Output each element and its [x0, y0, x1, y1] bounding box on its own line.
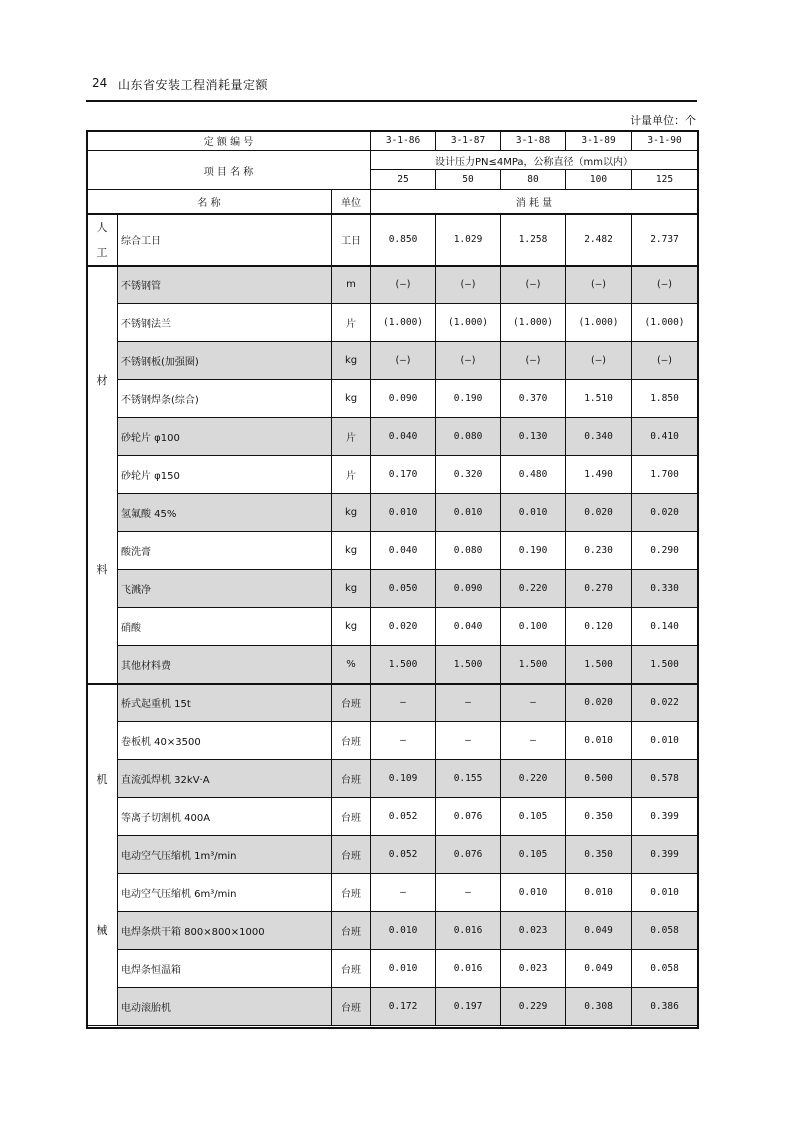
- code-cell: 3-1-88: [501, 131, 566, 151]
- resource-name: 砂轮片 φ100: [118, 418, 332, 456]
- table-row: [87, 722, 698, 760]
- consumption-value: 0.370: [501, 380, 566, 418]
- consumption-value: 0.010: [632, 874, 698, 912]
- consumption-value: 0.010: [371, 912, 436, 950]
- resource-name: 飞溅净: [118, 570, 332, 608]
- resource-unit: kg: [332, 380, 371, 418]
- unit-note: 计量单位：个: [630, 114, 696, 127]
- consumption-value: 1.490: [566, 456, 632, 494]
- consumption-value: 1.510: [566, 380, 632, 418]
- consumption-value: 0.020: [371, 608, 436, 646]
- diameter-cell: 125: [632, 170, 698, 190]
- category-label: 人 工: [87, 214, 118, 266]
- consumption-value: 0.010: [371, 494, 436, 532]
- table-row: [87, 570, 698, 608]
- consumption-value: 0.500: [566, 760, 632, 798]
- consumption-value: 0.010: [566, 874, 632, 912]
- consumption-value: 0.578: [632, 760, 698, 798]
- resource-name: 卷板机 40×3500: [118, 722, 332, 760]
- consumption-value: 0.120: [566, 608, 632, 646]
- resource-name: 电动滚胎机: [118, 988, 332, 1026]
- consumption-value: 0.010: [436, 494, 501, 532]
- resource-unit: 台班: [332, 912, 371, 950]
- code-cell: 3-1-86: [371, 131, 436, 151]
- consumption-value: 0.080: [436, 418, 501, 456]
- consumption-value: 0.020: [566, 494, 632, 532]
- consumption-value: 0.410: [632, 418, 698, 456]
- table-row: [87, 456, 698, 494]
- consumption-value: 0.040: [371, 418, 436, 456]
- consumption-value: 0.290: [632, 532, 698, 570]
- resource-name: 综合工日: [118, 214, 332, 266]
- name-column-header: 名 称: [87, 190, 332, 214]
- code-cell: 3-1-90: [632, 131, 698, 151]
- resource-unit: m: [332, 266, 371, 304]
- table-row: [87, 836, 698, 874]
- unit-column-header: 单位: [332, 190, 371, 214]
- consumption-value: 0.140: [632, 608, 698, 646]
- resource-unit: 台班: [332, 950, 371, 988]
- resource-unit: kg: [332, 494, 371, 532]
- resource-name: 酸洗膏: [118, 532, 332, 570]
- resource-name: 其他材料费: [118, 646, 332, 684]
- resource-unit: kg: [332, 342, 371, 380]
- consumption-value: 0.076: [436, 798, 501, 836]
- resource-unit: 片: [332, 304, 371, 342]
- quota-table: [86, 130, 698, 1026]
- consumption-value: —: [436, 722, 501, 760]
- category-label: 材 料: [87, 266, 118, 684]
- consumption-value: 1.500: [371, 646, 436, 684]
- consumption-value: 1.850: [632, 380, 698, 418]
- resource-name: 电焊条恒温箱: [118, 950, 332, 988]
- resource-name: 直流弧焊机 32kV·A: [118, 760, 332, 798]
- consumption-value: (—): [371, 342, 436, 380]
- resource-unit: kg: [332, 570, 371, 608]
- consumption-value: (—): [501, 266, 566, 304]
- consumption-value: 0.270: [566, 570, 632, 608]
- consumption-value: 0.023: [501, 912, 566, 950]
- table-row: [87, 380, 698, 418]
- consumption-value: 0.350: [566, 836, 632, 874]
- table-row: [87, 684, 698, 722]
- consumption-value: 1.500: [632, 646, 698, 684]
- consumption-value: 0.049: [566, 950, 632, 988]
- resource-unit: %: [332, 646, 371, 684]
- resource-unit: 台班: [332, 988, 371, 1026]
- resource-name: 不锈钢管: [118, 266, 332, 304]
- resource-name: 砂轮片 φ150: [118, 456, 332, 494]
- consumption-value: —: [436, 874, 501, 912]
- consumption-value: 0.350: [566, 798, 632, 836]
- consumption-value: (1.000): [436, 304, 501, 342]
- consumption-value: —: [436, 684, 501, 722]
- table-row: [87, 342, 698, 380]
- consumption-value: 0.190: [436, 380, 501, 418]
- consumption-value: 0.230: [566, 532, 632, 570]
- consumption-value: 0.010: [632, 722, 698, 760]
- code-label: 定 额 编 号: [87, 131, 371, 151]
- consumption-value: (—): [632, 266, 698, 304]
- consumption-value: 1.029: [436, 214, 501, 266]
- resource-name: 等离子切割机 400A: [118, 798, 332, 836]
- consumption-value: 0.386: [632, 988, 698, 1026]
- consumption-value: 0.020: [566, 684, 632, 722]
- consumption-value: 2.482: [566, 214, 632, 266]
- table-row: [87, 988, 698, 1026]
- category-label: 机 械: [87, 684, 118, 1026]
- table-row: [87, 418, 698, 456]
- resource-name: 桥式起重机 15t: [118, 684, 332, 722]
- table-row: [87, 266, 698, 304]
- consumption-value: (—): [566, 266, 632, 304]
- consumption-value: 0.130: [501, 418, 566, 456]
- header-rule: [86, 100, 697, 102]
- consumption-value: 0.010: [501, 494, 566, 532]
- consumption-value: (—): [501, 342, 566, 380]
- book-title: 山东省安装工程消耗量定额: [118, 78, 269, 92]
- consumption-value: 1.500: [436, 646, 501, 684]
- consumption-value: 0.022: [632, 684, 698, 722]
- condition-label: 设计压力PN≤4MPa，公称直径（mm以内）: [371, 151, 698, 170]
- resource-unit: 片: [332, 418, 371, 456]
- table-row: [87, 646, 698, 684]
- consumption-value: 0.080: [436, 532, 501, 570]
- table-row: [87, 874, 698, 912]
- resource-name: 不锈钢板(加强圈): [118, 342, 332, 380]
- consumption-value: —: [501, 684, 566, 722]
- resource-unit: 台班: [332, 836, 371, 874]
- diameter-cell: 25: [371, 170, 436, 190]
- resource-name: 电动空气压缩机 6m³/min: [118, 874, 332, 912]
- consumption-value: 0.220: [501, 570, 566, 608]
- consumption-value: 0.050: [371, 570, 436, 608]
- page-number: 24: [92, 76, 108, 90]
- consumption-value: (1.000): [632, 304, 698, 342]
- diameter-cell: 80: [501, 170, 566, 190]
- consumption-value: 0.010: [566, 722, 632, 760]
- item-name-label: 项 目 名 称: [87, 151, 371, 190]
- consumption-value: 1.500: [566, 646, 632, 684]
- resource-unit: 台班: [332, 722, 371, 760]
- consumption-value: —: [371, 684, 436, 722]
- consumption-value: (—): [436, 266, 501, 304]
- table-row: [87, 494, 698, 532]
- consumption-value: 0.052: [371, 798, 436, 836]
- consumption-value: (1.000): [566, 304, 632, 342]
- resource-name: 硝酸: [118, 608, 332, 646]
- resource-name: 不锈钢法兰: [118, 304, 332, 342]
- consumption-value: 0.058: [632, 912, 698, 950]
- code-cell: 3-1-89: [566, 131, 632, 151]
- consumption-value: 0.016: [436, 912, 501, 950]
- consumption-value: 0.010: [501, 874, 566, 912]
- table-row: [87, 608, 698, 646]
- consumption-value: 0.308: [566, 988, 632, 1026]
- consumption-value: 0.058: [632, 950, 698, 988]
- resource-unit: 台班: [332, 684, 371, 722]
- consumption-value: 0.170: [371, 456, 436, 494]
- resource-unit: kg: [332, 608, 371, 646]
- table-row: [87, 532, 698, 570]
- consumption-value: (—): [371, 266, 436, 304]
- resource-unit: 台班: [332, 760, 371, 798]
- consumption-value: 0.052: [371, 836, 436, 874]
- table-row: [87, 214, 698, 266]
- table-row: [87, 798, 698, 836]
- consumption-value: —: [501, 722, 566, 760]
- consumption-value: 2.737: [632, 214, 698, 266]
- consumption-value: 0.020: [632, 494, 698, 532]
- consumption-value: —: [371, 722, 436, 760]
- consumption-value: 0.220: [501, 760, 566, 798]
- consumption-value: 0.197: [436, 988, 501, 1026]
- consumption-value: 0.480: [501, 456, 566, 494]
- consumption-value: 0.330: [632, 570, 698, 608]
- consumption-value: 0.076: [436, 836, 501, 874]
- resource-unit: 工日: [332, 214, 371, 266]
- resource-name: 电动空气压缩机 1m³/min: [118, 836, 332, 874]
- consumption-value: 0.340: [566, 418, 632, 456]
- consumption-value: 0.190: [501, 532, 566, 570]
- consumption-value: —: [371, 874, 436, 912]
- diameter-cell: 50: [436, 170, 501, 190]
- consumption-value: 0.850: [371, 214, 436, 266]
- consumption-value: 0.172: [371, 988, 436, 1026]
- consumption-value: 0.023: [501, 950, 566, 988]
- consumption-value: 0.155: [436, 760, 501, 798]
- resource-name: 电焊条烘干箱 800×800×1000: [118, 912, 332, 950]
- consumption-value: 0.040: [436, 608, 501, 646]
- consumption-value: 0.090: [371, 380, 436, 418]
- consumption-value: (—): [436, 342, 501, 380]
- table-row: [87, 304, 698, 342]
- resource-name: 氢氟酸 45%: [118, 494, 332, 532]
- diameter-cell: 100: [566, 170, 632, 190]
- resource-unit: 台班: [332, 798, 371, 836]
- consumption-value: 0.090: [436, 570, 501, 608]
- resource-unit: kg: [332, 532, 371, 570]
- consumption-value: 1.500: [501, 646, 566, 684]
- table-row: [87, 950, 698, 988]
- consumption-value: 0.040: [371, 532, 436, 570]
- consumption-value: 0.105: [501, 798, 566, 836]
- consumption-value: 0.399: [632, 836, 698, 874]
- consumption-value: 0.105: [501, 836, 566, 874]
- consumption-value: (1.000): [371, 304, 436, 342]
- consumption-value: 0.016: [436, 950, 501, 988]
- consumption-value: (—): [632, 342, 698, 380]
- table-row: [87, 912, 698, 950]
- consumption-value: 0.049: [566, 912, 632, 950]
- resource-unit: 台班: [332, 874, 371, 912]
- code-cell: 3-1-87: [436, 131, 501, 151]
- consumption-column-header: 消 耗 量: [371, 190, 698, 214]
- page-header: [86, 74, 697, 98]
- consumption-value: 0.229: [501, 988, 566, 1026]
- resource-name: 不锈钢焊条(综合): [118, 380, 332, 418]
- consumption-value: 0.109: [371, 760, 436, 798]
- consumption-value: 0.320: [436, 456, 501, 494]
- table-row: [87, 760, 698, 798]
- consumption-value: 1.700: [632, 456, 698, 494]
- consumption-value: 0.010: [371, 950, 436, 988]
- consumption-value: 1.258: [501, 214, 566, 266]
- consumption-value: (—): [566, 342, 632, 380]
- consumption-value: (1.000): [501, 304, 566, 342]
- resource-unit: 片: [332, 456, 371, 494]
- consumption-value: 0.399: [632, 798, 698, 836]
- consumption-value: 0.100: [501, 608, 566, 646]
